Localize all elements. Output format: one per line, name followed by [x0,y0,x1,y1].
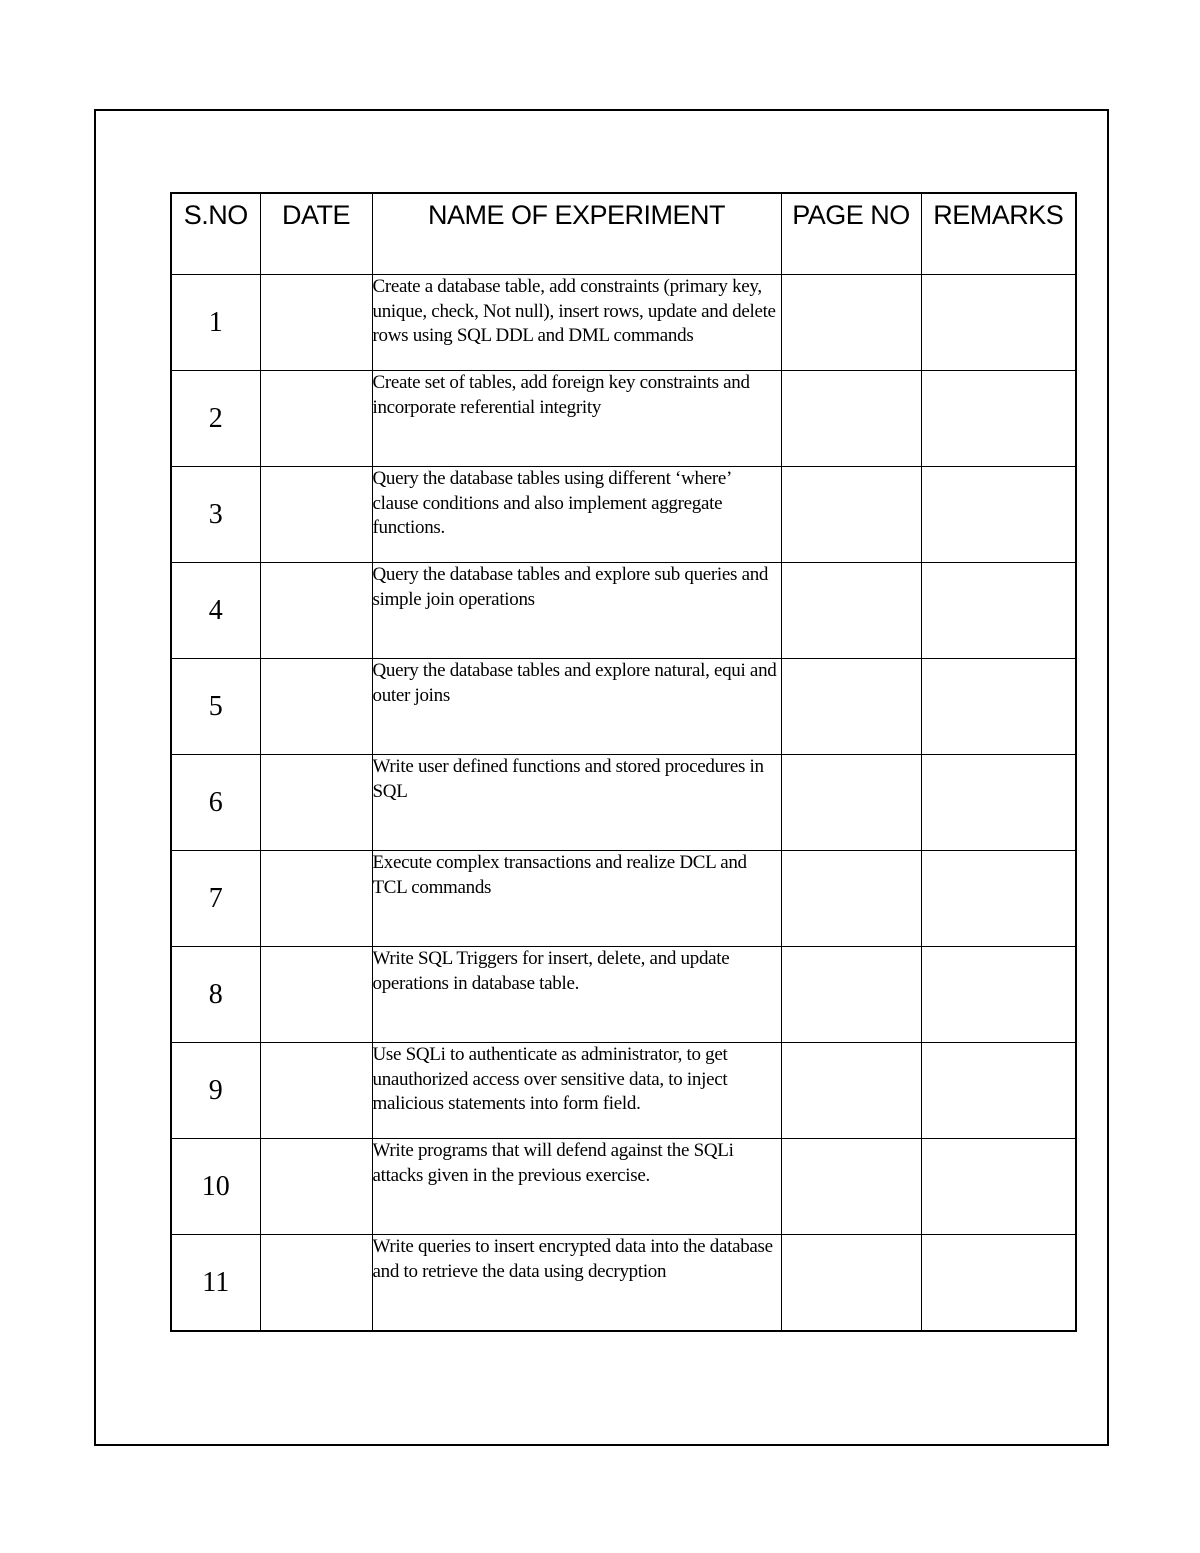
cell-page-no [781,947,921,1043]
table-row [171,371,1076,467]
cell-remarks [921,563,1076,659]
table-row [171,563,1076,659]
cell-page-no [781,1043,921,1139]
experiment-index-table [170,192,1077,1332]
cell-date [260,755,372,851]
table-row [171,1235,1076,1332]
table-row [171,1139,1076,1235]
cell-sno: 8 [171,947,260,1043]
cell-experiment-name: Write SQL Triggers for insert, delete, and update operations in database table. [372,947,781,1043]
cell-experiment-name: Query the database tables and explore sub queries and simple join operations [372,563,781,659]
cell-remarks [921,947,1076,1043]
cell-sno: 1 [171,275,260,371]
cell-date [260,467,372,563]
header-remarks: REMARKS [921,193,1076,275]
cell-page-no [781,659,921,755]
cell-sno: 6 [171,755,260,851]
cell-experiment-name: Query the database tables using different ‘where’ clause conditions and also implement aggregate functions. [372,467,781,563]
cell-sno: 3 [171,467,260,563]
cell-sno: 7 [171,851,260,947]
cell-remarks [921,1235,1076,1332]
cell-remarks [921,659,1076,755]
cell-date [260,1139,372,1235]
cell-date [260,371,372,467]
table-row [171,275,1076,371]
cell-experiment-name: Write user defined functions and stored procedures in SQL [372,755,781,851]
cell-date [260,1235,372,1332]
cell-page-no [781,275,921,371]
cell-date [260,947,372,1043]
cell-remarks [921,1043,1076,1139]
cell-experiment-name: Create set of tables, add foreign key constraints and incorporate referential integrity [372,371,781,467]
cell-remarks [921,755,1076,851]
table-row [171,1043,1076,1139]
cell-sno: 9 [171,1043,260,1139]
cell-experiment-name: Query the database tables and explore natural, equi and outer joins [372,659,781,755]
header-sno: S.NO [171,193,260,275]
cell-experiment-name: Create a database table, add constraints (primary key, unique, check, Not null), insert rows, update and delete rows using SQL DDL and DML commands [372,275,781,371]
cell-experiment-name: Use SQLi to authenticate as administrator, to get unauthorized access over sensitive data, to inject malicious statements into form field. [372,1043,781,1139]
header-page-no: PAGE NO [781,193,921,275]
cell-page-no [781,851,921,947]
cell-experiment-name: Write queries to insert encrypted data into the database and to retrieve the data using decryption [372,1235,781,1332]
cell-page-no [781,1235,921,1332]
cell-date [260,1043,372,1139]
cell-page-no [781,755,921,851]
table-row [171,659,1076,755]
cell-date [260,275,372,371]
table-header-row [171,193,1076,275]
header-date: DATE [260,193,372,275]
cell-remarks [921,371,1076,467]
header-name-of-experiment: NAME OF EXPERIMENT [372,193,781,275]
cell-date [260,563,372,659]
cell-sno: 11 [171,1235,260,1332]
cell-sno: 5 [171,659,260,755]
cell-sno: 2 [171,371,260,467]
cell-experiment-name: Execute complex transactions and realize DCL and TCL commands [372,851,781,947]
cell-sno: 4 [171,563,260,659]
cell-page-no [781,467,921,563]
cell-page-no [781,371,921,467]
cell-page-no [781,563,921,659]
cell-experiment-name: Write programs that will defend against the SQLi attacks given in the previous exercise. [372,1139,781,1235]
cell-remarks [921,275,1076,371]
cell-page-no [781,1139,921,1235]
cell-remarks [921,851,1076,947]
table-row [171,947,1076,1043]
cell-remarks [921,467,1076,563]
table-row [171,755,1076,851]
cell-remarks [921,1139,1076,1235]
cell-sno: 10 [171,1139,260,1235]
cell-date [260,851,372,947]
table-row [171,851,1076,947]
cell-date [260,659,372,755]
table-row [171,467,1076,563]
